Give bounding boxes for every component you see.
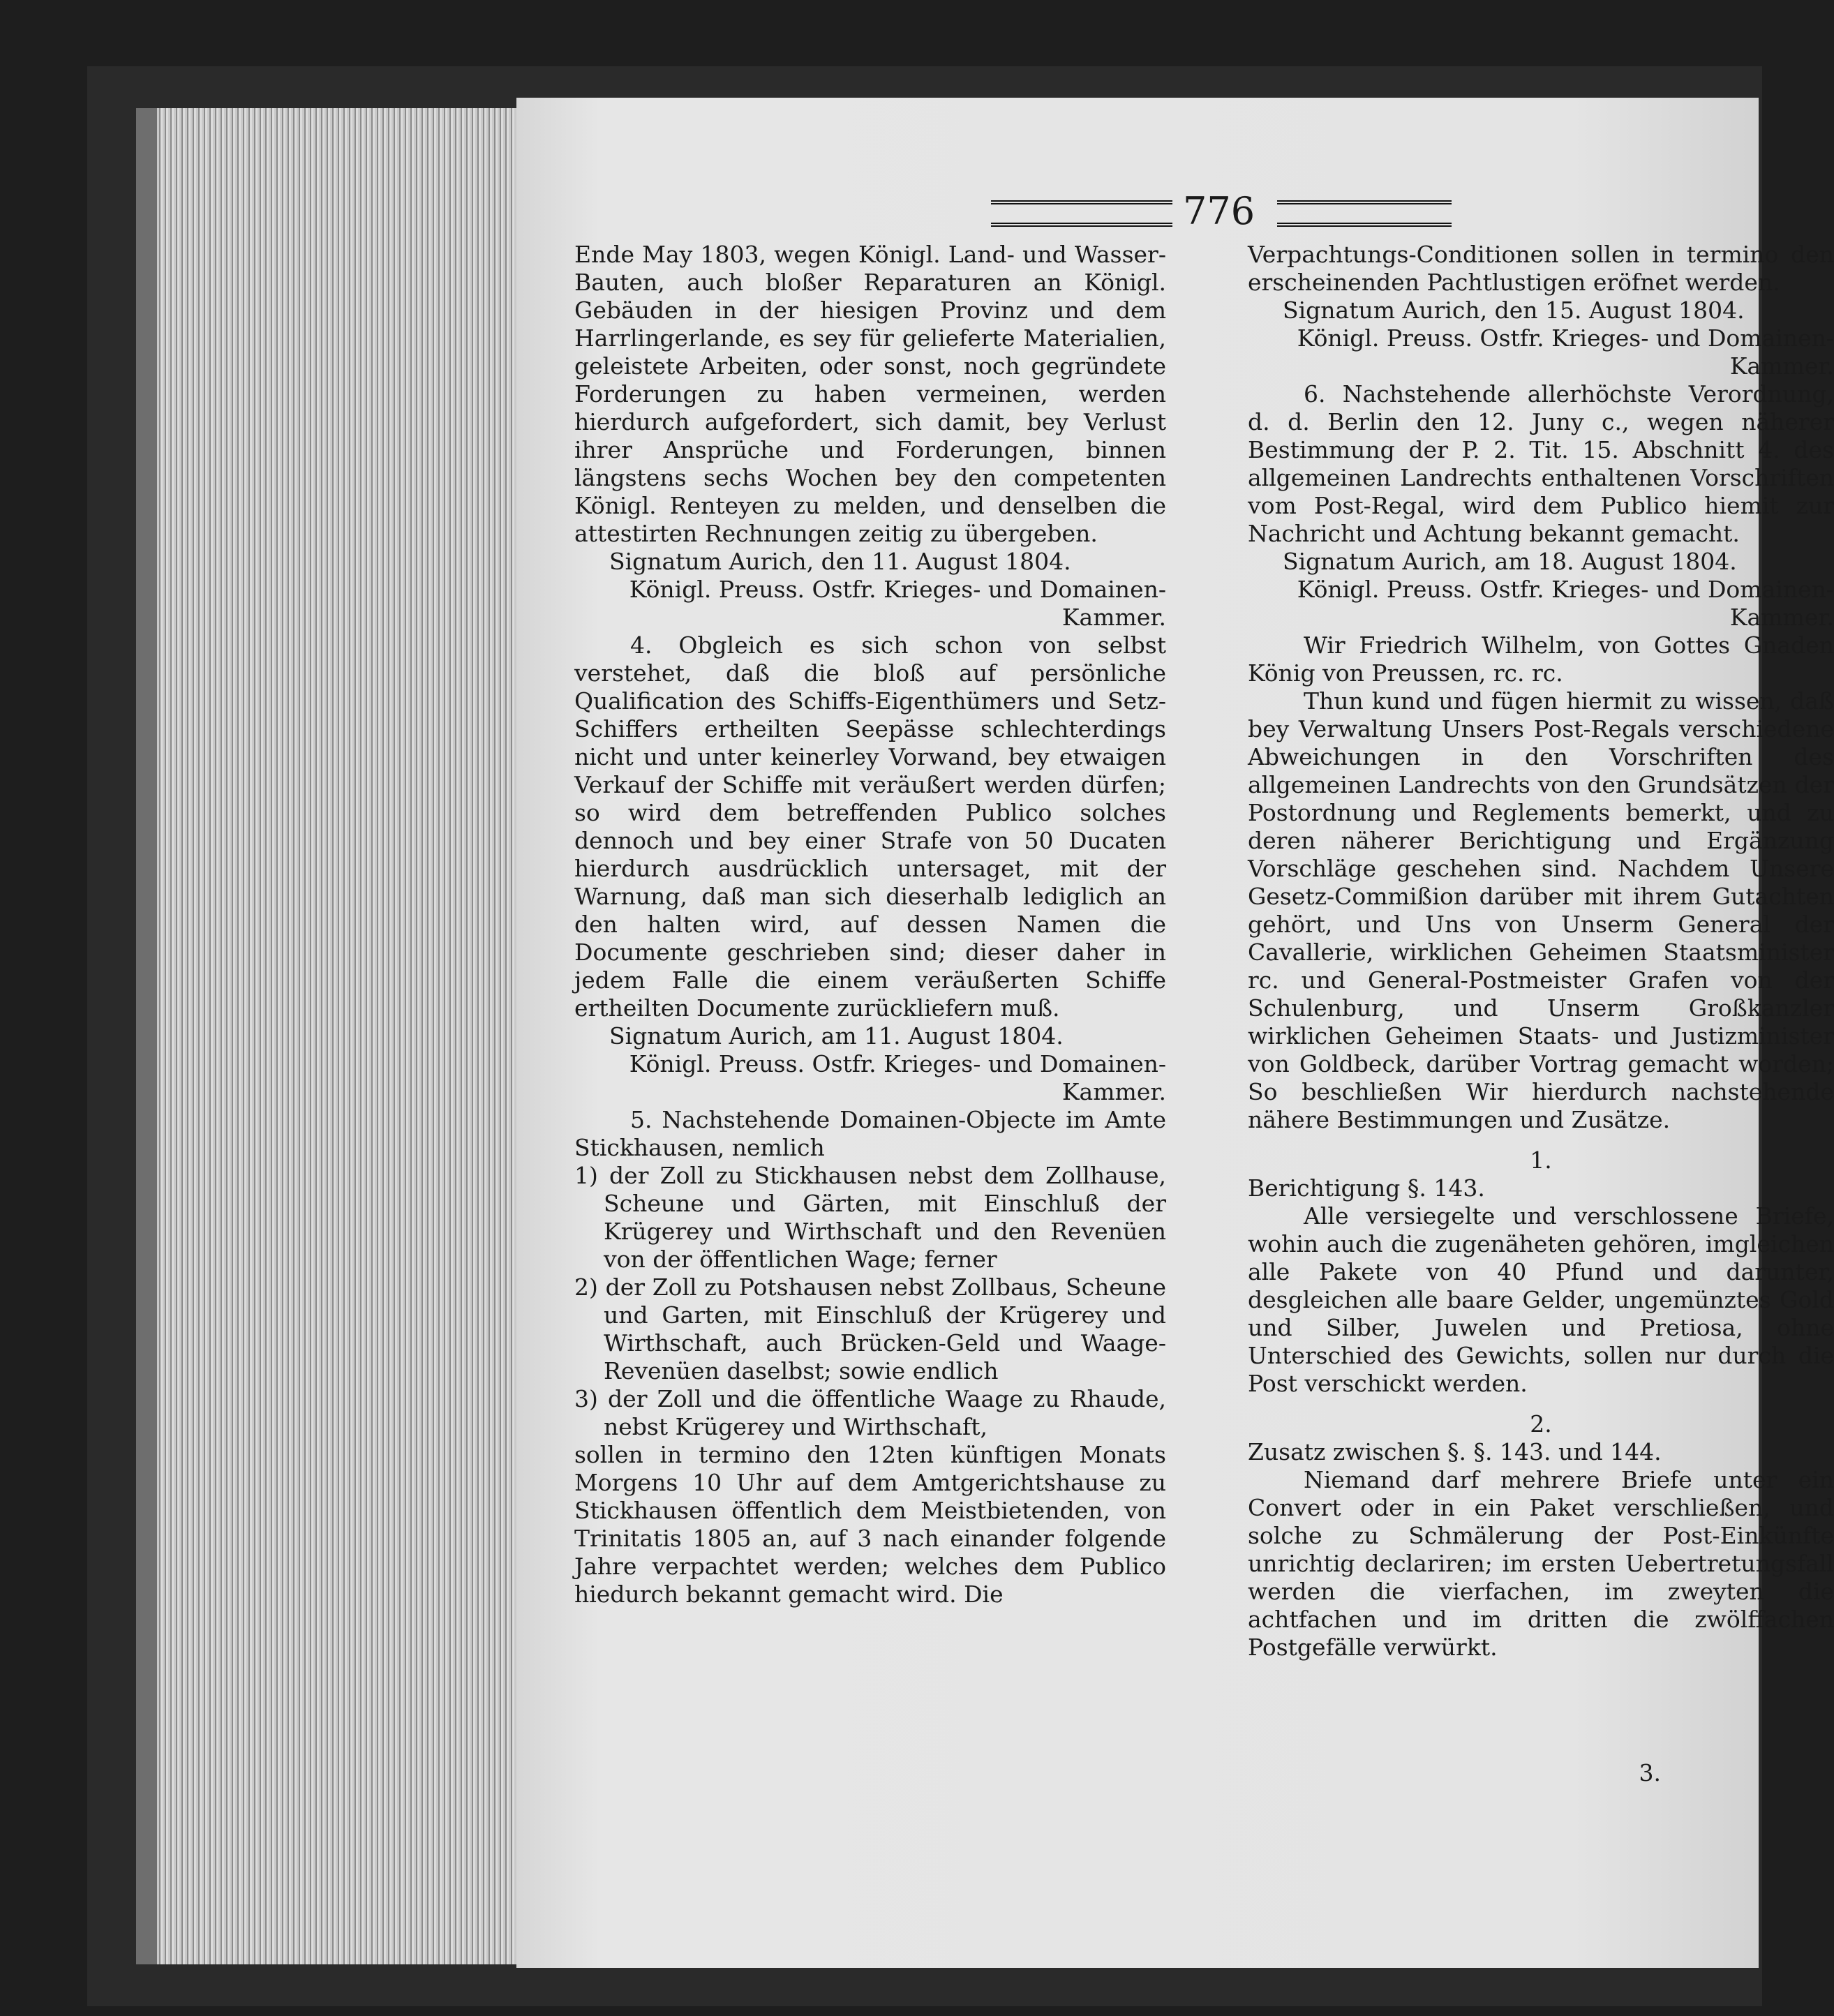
page-edges	[136, 108, 537, 1964]
signature-line: Signatum Aurich, am 18. August 1804.	[1283, 548, 1737, 575]
header-rule-right	[1277, 200, 1452, 227]
paragraph: Alle versiegelte und verschlossene Briefe, wohin auch die zugenäheten gehören, imgleichen alle Pakete von 40 Pfund und darunter, desgleichen alle baare Gelder, ungemünztes Gold und Silber, Juwelen und Pretiosa, ohne Unterschied des Gewichts, sollen nur durch die Post verschickt werden.	[1248, 1202, 1834, 1397]
right-column	[1248, 241, 1834, 1662]
signature-line: Signatum Aurich, am 11. August 1804.	[609, 1022, 1064, 1050]
paragraph: 4. Obgleich es sich schon von selbst verstehet, daß die bloß auf persönliche Qualification des Schiffs-Eigenthümers und Setz-Schiffers ertheilten Seepässe schlechterdings nicht und unter keinerley Vorwand, bey etwaigen Verkauf der Schiffe mit veräußert werden dürfen; so wird dem betreffenden Publico solches dennoch und bey einer Strafe von 50 Ducaten hierdurch ausdrücklich untersaget, mit der Warnung, daß man sich dieserhalb lediglich an den halten wird, auf dessen Namen die Documente geschrieben sind; dieser daher in jedem Falle die einem veräußerten Schiffe ertheilten Documente zurückliefern muß.	[574, 632, 1166, 1022]
paragraph: Ende May 1803, wegen Königl. Land- und Wasser-Bauten, auch bloßer Reparaturen an Königl. Gebäuden in der hiesigen Provinz und dem Harrlingerlande, es sey für gelieferte Materialien, geleistete Arbeiten, oder sonst, noch gegründete Forderungen zu haben vermeinen, werden hierdurch aufgefordert, sich damit, bey Verlust ihrer Ansprüche und Forderungen, binnen längstens sechs Wochen bey den competenten Königl. Renteyen zu melden, und denselben die attestirten Rechnungen zeitig zu übergeben.	[574, 241, 1166, 547]
signature-line: Signatum Aurich, den 15. August 1804.	[1283, 297, 1745, 324]
section-number: 1.	[1530, 1147, 1552, 1174]
header-rule-left	[991, 200, 1172, 227]
paragraph: Thun kund und fügen hiermit zu wissen, daß bey Verwaltung Unsers Post-Regals verschiedene Abweichungen in den Vorschriften des allgemeinen Landrechts von den Grundsätzen der Postordnung und Reglements bemerkt, und zu deren näherer Berichtigung und Ergänzung Vorschläge geschehen sind. Nachdem Unsere Gesetz-Commißion darüber mit ihrem Gutachten gehört, und Uns von Unserm General der Cavallerie, wirklichen Geheimen Staatsminister rc. und General-Postmeister Grafen von der Schulenburg, und Unserm Großkanzler wirklichen Geheimen Staats- und Justizminister von Goldbeck, darüber Vortrag gemacht worden; So beschließen Wir hierdurch nachstehende nähere Bestimmungen und Zusätze.	[1248, 687, 1834, 1133]
section-number: 2.	[1530, 1410, 1552, 1438]
paragraph: 5. Nachstehende Domainen-Objecte im Amte Stickhausen, nemlich	[574, 1106, 1166, 1161]
list-item: 3) der Zoll und die öffentliche Waage zu Rhaude, nebst Krügerey und Wirthschaft,	[574, 1385, 1166, 1440]
authority-line: Königl. Preuss. Ostfr. Krieges- und Domainen-Kammer.	[629, 576, 1166, 631]
paragraph: 6. Nachstehende allerhöchste Verordnung, d. d. Berlin den 12. Juny c., wegen näherer Bestimmung der P. 2. Tit. 15. Abschnitt 4. des allgemeinen Landrechts enthaltenen Vorschriften vom Post-Regal, wird dem Publico hiemit zur Nachricht und Achtung bekannt gemacht.	[1248, 380, 1834, 547]
paragraph: sollen in termino den 12ten künftigen Monats Morgens 10 Uhr auf dem Amtgerichtshause zu Stickhausen öffentlich dem Meistbietenden, von Trinitatis 1805 an, auf 3 nach einander folgende Jahre verpachtet werden; welches dem Publico hiedurch bekannt gemacht wird. Die	[574, 1441, 1166, 1608]
page-header	[1005, 189, 1493, 234]
catchword: 3.	[1639, 1759, 1661, 1786]
list-item: 2) der Zoll zu Potshausen nebst Zollbaus, Scheune und Garten, mit Einschluß der Krügerey und Wirthschaft, auch Brücken-Geld und Waage-Revenüen daselbst; sowie endlich	[574, 1274, 1166, 1384]
authority-line: Königl. Preuss. Ostfr. Krieges- und Domainen-Kammer.	[1297, 324, 1834, 380]
list-item: 1) der Zoll zu Stickhausen nebst dem Zollhause, Scheune und Gärten, mit Einschluß der Krügerey und Wirthschaft und den Revenüen von der öffentlichen Wage; ferner	[574, 1162, 1166, 1273]
book	[87, 66, 1834, 2006]
paragraph: Niemand darf mehrere Briefe unter ein Convert oder in ein Paket verschließen, und solche zu Schmälerung der Post-Einkünfte unrichtig declariren; im ersten Uebertretungsfall werden die vierfachen, im zweyten die achtfachen und im dritten die zwölffachen Postgefälle verwürkt.	[1248, 1466, 1834, 1661]
page	[516, 98, 1834, 1968]
signature-line: Signatum Aurich, den 11. August 1804.	[609, 548, 1071, 575]
decree-heading: Wir Friedrich Wilhelm, von Gottes Gnaden König von Preussen, rc. rc.	[1248, 632, 1834, 687]
section-title: Zusatz zwischen §. §. 143. und 144.	[1248, 1438, 1662, 1465]
left-column	[574, 241, 1166, 1608]
authority-line: Königl. Preuss. Ostfr. Krieges- und Domainen-Kammer.	[629, 1050, 1166, 1105]
authority-line: Königl. Preuss. Ostfr. Krieges- und Domainen-Kammer.	[1297, 576, 1834, 631]
page-number: 776	[1183, 189, 1255, 233]
section-title: Berichtigung §. 143.	[1248, 1174, 1485, 1202]
paragraph: Verpachtungs-Conditionen sollen in termino den erscheinenden Pachtlustigen eröfnet werden.	[1248, 241, 1834, 296]
